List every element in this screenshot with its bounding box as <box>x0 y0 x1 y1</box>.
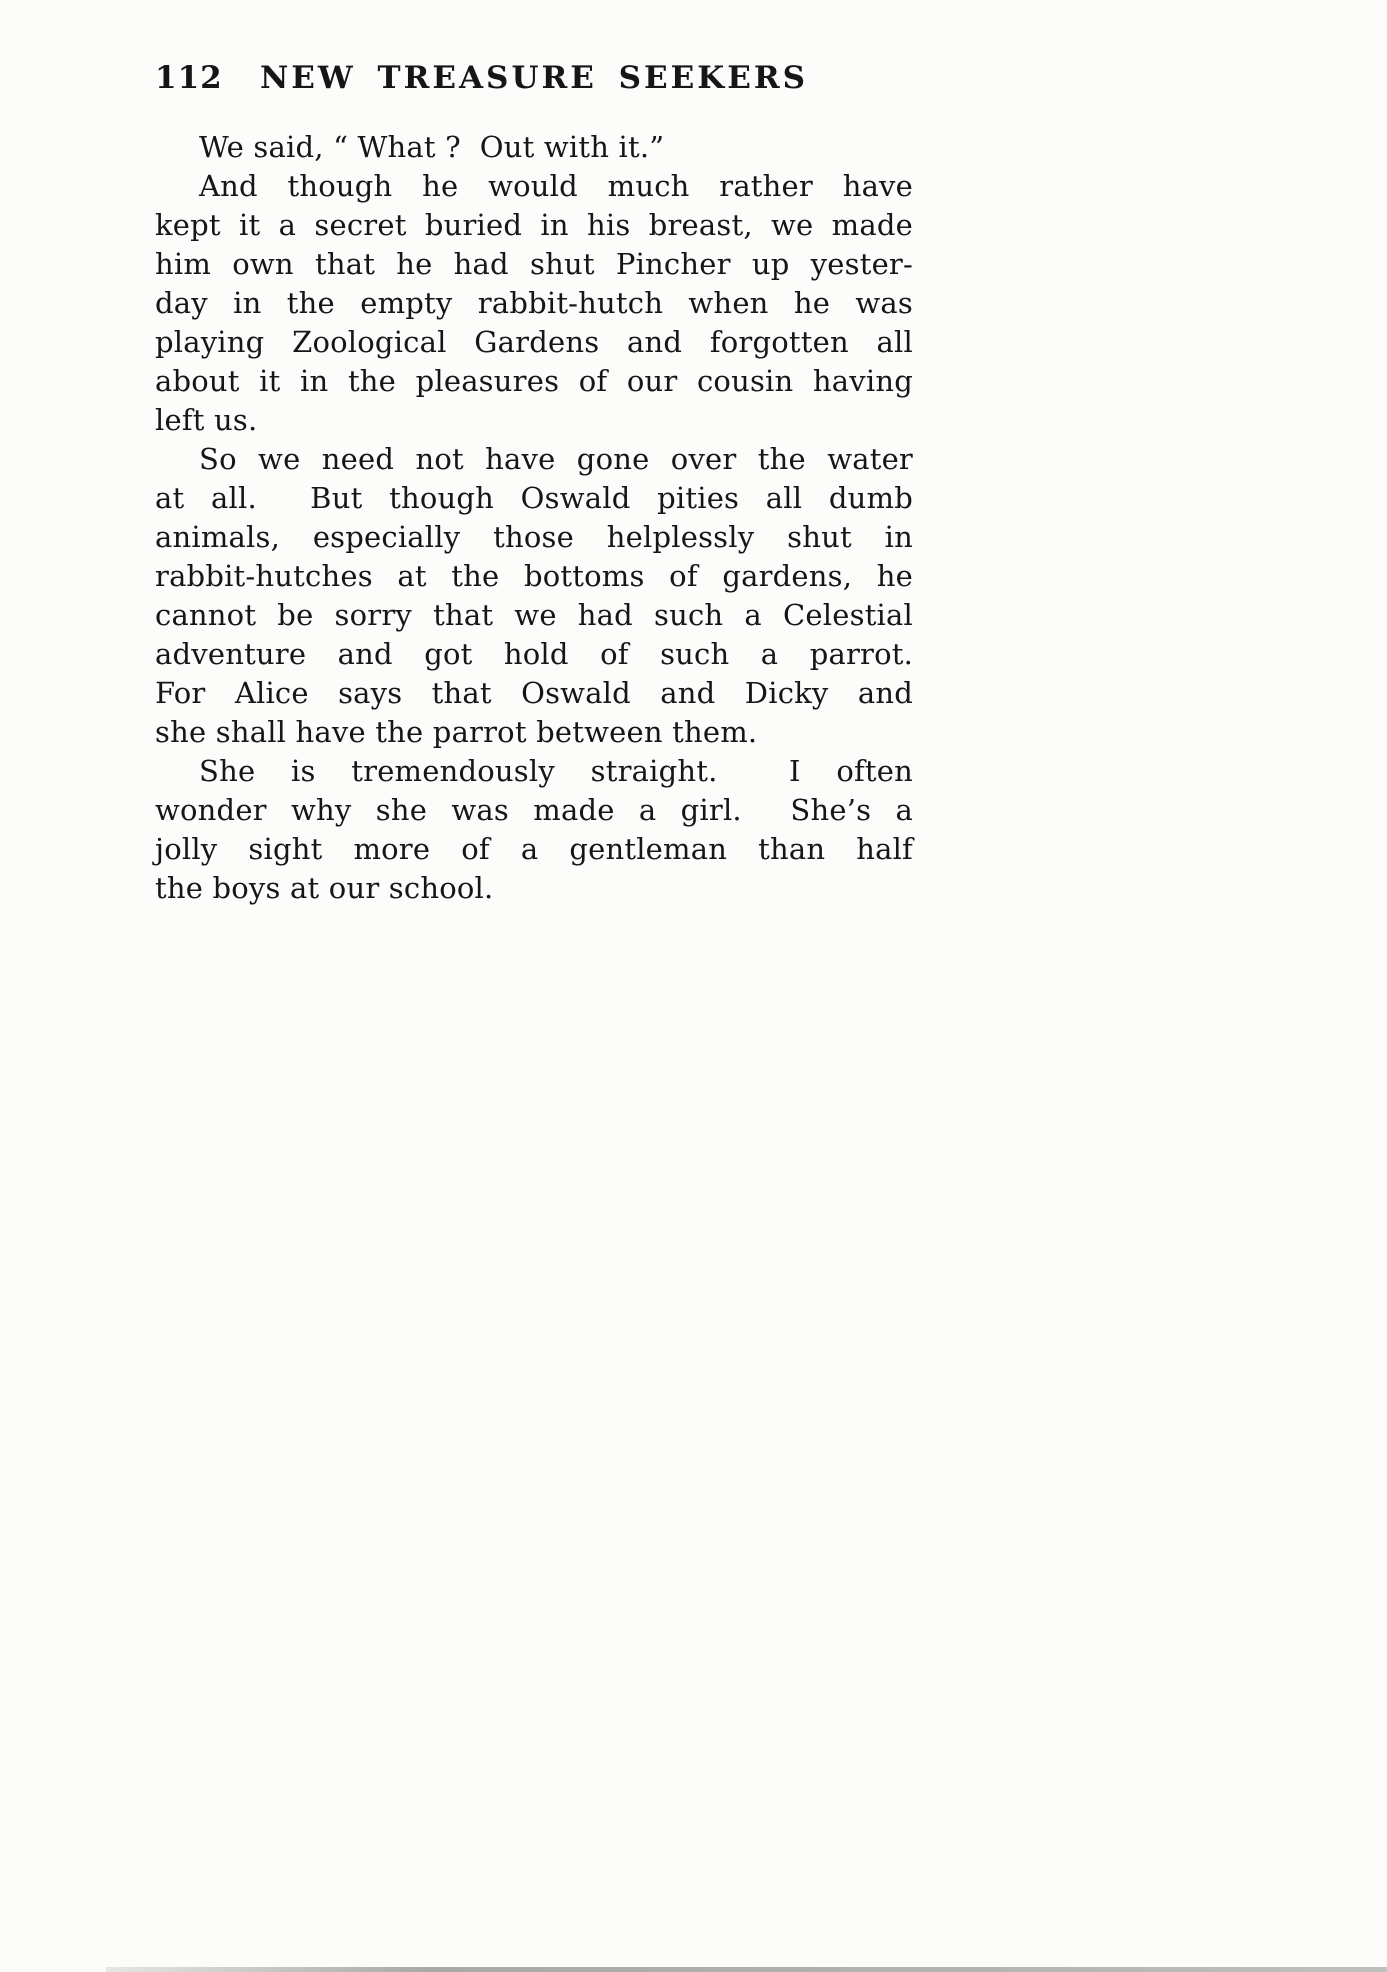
text-line: playing Zoological Gardens and forgotten all <box>155 325 913 359</box>
scan-edge-shadow <box>106 1967 1387 1972</box>
text-line: rabbit-hutches at the bottoms of gardens, he <box>155 559 913 593</box>
text-line: cannot be sorry that we had such a Celestial <box>155 598 913 632</box>
text-line: the boys at our school. <box>155 871 494 905</box>
page-body <box>155 128 913 908</box>
page-header <box>155 56 913 100</box>
text-line: animals, especially those helplessly shut in <box>155 520 913 554</box>
page-title: NEW TREASURE SEEKERS <box>259 60 809 96</box>
text-line: For Alice says that Oswald and Dicky and <box>155 676 913 710</box>
text-line: day in the empty rabbit-hutch when he was <box>155 286 913 320</box>
text-line: him own that he had shut Pincher up yester- <box>155 247 913 281</box>
text-line: about it in the pleasures of our cousin having <box>155 364 913 398</box>
text-line: jolly sight more of a gentleman than half <box>155 832 913 866</box>
text-line: adventure and got hold of such a parrot. <box>155 637 913 671</box>
text-line: And though he would much rather have <box>199 169 913 203</box>
text-line: wonder why she was made a girl. She’s a <box>155 793 913 827</box>
text-line: at all. But though Oswald pities all dumb <box>155 481 913 515</box>
text-line: left us. <box>155 403 258 437</box>
text-line: So we need not have gone over the water <box>199 442 913 476</box>
text-line: We said, “ What ? Out with it.” <box>199 130 665 164</box>
text-line: She is tremendously straight. I often <box>199 754 913 788</box>
page-number: 112 <box>155 60 223 96</box>
text-line: she shall have the parrot between them. <box>155 715 758 749</box>
text-column <box>155 56 913 908</box>
text-line: kept it a secret buried in his breast, we made <box>155 208 913 242</box>
